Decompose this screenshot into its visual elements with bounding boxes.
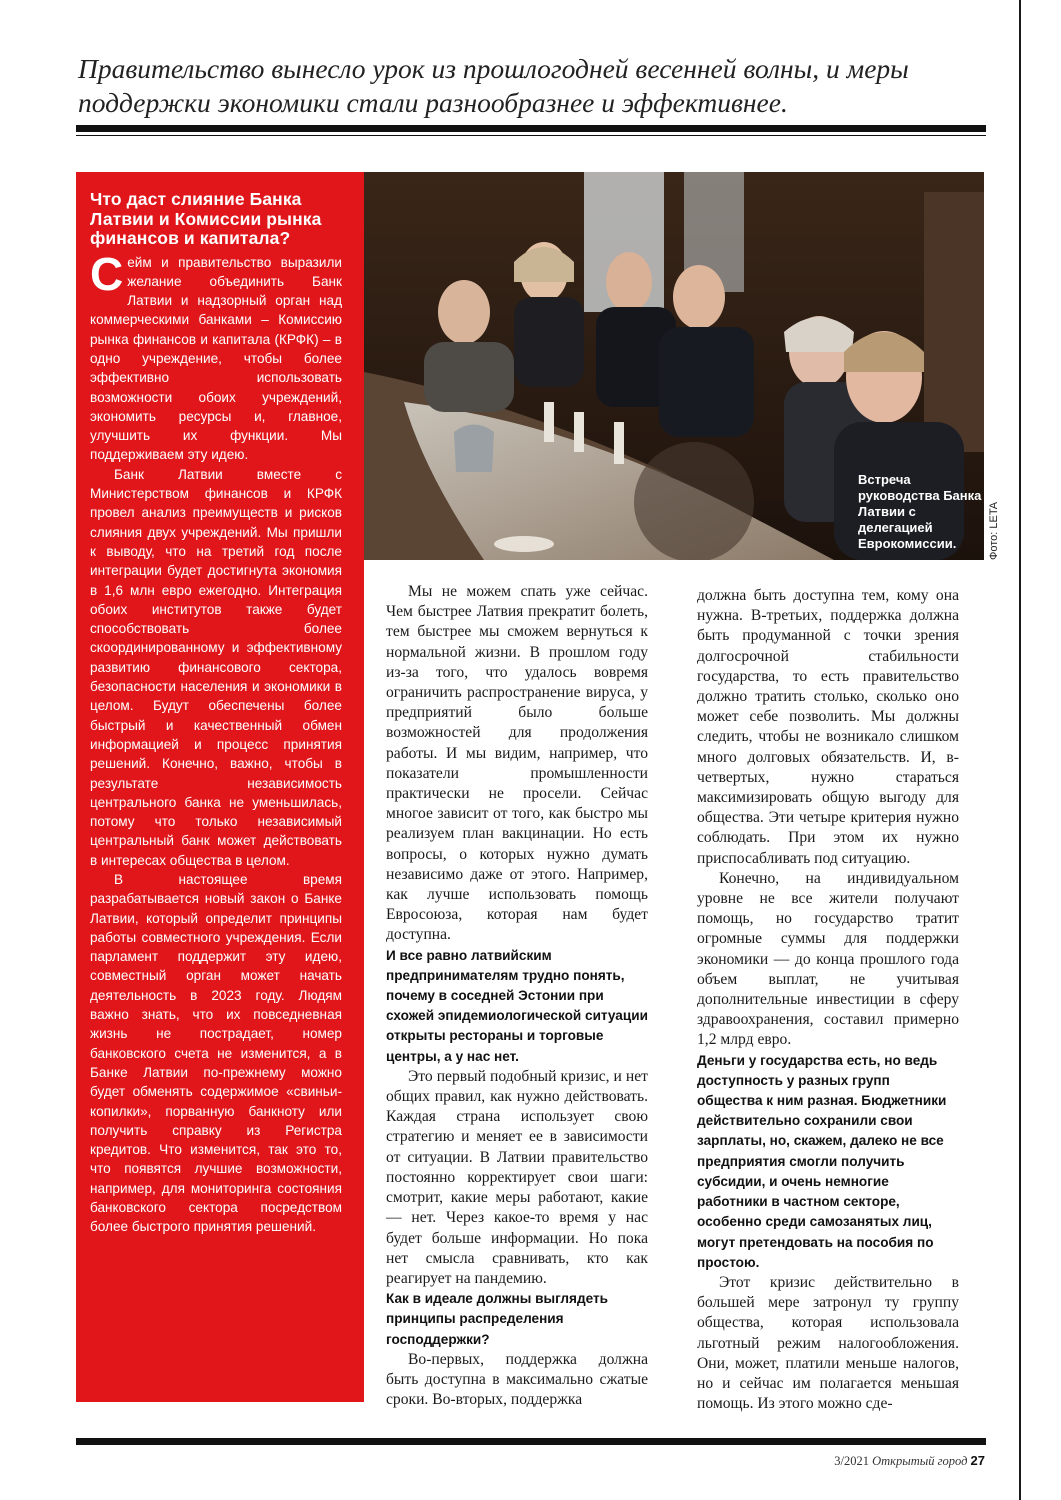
column-2-paragraph-1: должна быть доступна тем, кому она нужна. В-третьих, поддержка должна быть продуманной с точки зрения долгосрочной стабильности государства, то есть правительство должно тратить столько, сколько оно может себе позволить. Мы должны следить, чтобы не возникало слишком много долговых обязательств. И, в-четвертых, нужно стараться максимизировать общую выгоду для общества. Эти четыре критерия нужно соблюдать. При этом их нужно приспосабливать под ситуацию. [697,587,959,867]
article-column-1 [386,582,648,1410]
interview-question-3: Деньги у государства есть, но ведь доступность у разных групп общества к ним разная. Бюджетники действительно сохранили свои зарплаты, но, скажем, далеко не все предприятия смогли получить субсидии, и очень немногие работники в частном секторе, особенно среди самозанятых лиц, могут претендовать на пособия по простою. [697,1052,947,1270]
lead-paragraph: Правительство вынесло урок из прошлогодней весенней волны, и меры поддержки экономики стали разнообразнее и эффективнее. [78,53,909,118]
page-number: 27 [970,1453,985,1468]
column-1-paragraph-2: Это первый подобный кризис, и нет общих правил, как нужно действовать. Каждая страна использует свою стратегию и меняет ее в зависимости от ситуации. В Латвии правительство постоянно корректирует свои шаги: смотрит, какие меры работают, какие — нет. Через какое-то время у нас будет больше информации. Но пока нет смысла сравнивать, кто как реагирует на пандемию. [386,1067,648,1287]
column-2-paragraph-3: Этот кризис действительно в большей мере затронул ту группу общества, которая использовала льготный режим налогообложения. Они, может, платили меньше налогов, но и сейчас им полагается меньшая помощь. Из этого можно сде- [697,1273,959,1413]
interview-question-2: Как в идеале должны выглядеть принципы распределения господдержки? [386,1291,608,1347]
article-column-2 [697,586,959,1414]
sidebar-paragraph-1 [90,247,342,465]
bottom-rule [76,1438,986,1445]
sidebar-title: Что даст слияние Банка Латвии и Комиссии рынка финансов и капитала? [90,189,322,248]
issue-number: 3/2021 [834,1454,869,1468]
page-footer [834,1453,985,1469]
photo-caption: Встреча руководства Банка Латвии с делегацией Еврокомиссии. [858,472,982,551]
sidebar-paragraph-3: В настоящее время разрабатывается новый закон о Банке Латвии, который определит принципы работы совместного учреждения. Если парламент поддержит эту идею, совместный орган может начать деятельность в 2023 году. Людям важно знать, что их повседневная жизнь не пострадает, номер банковского счета не изменится, а в Банке Латвии по-прежнему можно будет обменять содержимое «свиньи-копилки», порванную банкноту или получить справку из Регистра кредитов. Что изменится, так это то, что появятся лучшие возможности, например, для мониторинга состояния банковского сектора посредством более быстрого принятия решений. [90,872,342,1235]
top-rule [76,125,986,132]
column-2-paragraph-2: Конечно, на индивидуальном уровне не все жители получают помощь, но государство тратит огромные суммы для поддержки экономики — до конца прошлого года объем выплат, не учитывая дополнительные инвестиции в сферу здравоохранения, составил примерно 1,2 млрд евро. [697,869,959,1049]
sidebar-paragraph-2: Банк Латвии вместе с Министерством финансов и КРФК провел анализ преимуществ и рисков слияния двух учреждений. Мы пришли к выводу, что на третий год после интеграции будет достигнута экономия в 1,6 млн евро ежегодно. Интеграция обоих институтов также будет способствовать более скоординированному и эффективному развитию финансового сектора, безопасности населения и экономики в целом. Будут обеспечены более быстрый и качественный обмен информацией и процесс принятия решений. Конечно, важно, чтобы в результате независимость центрального банка не уменьшилась, потому что только независимый центральный банк может действовать в интересах общества в целом. [90,466,342,868]
magazine-name: Открытый город [872,1454,968,1468]
interview-question-1: И все равно латвийским предпринимателям трудно понять, почему в соседней Эстонии при схожей эпидемиологической ситуации открыты рестораны и торговые центры, а у нас нет. [386,947,648,1064]
top-rule-thin [76,135,986,136]
page-edge-line [1019,0,1021,1500]
dropcap: С [90,247,124,300]
photo-credit: Фото: LETA [988,501,1000,560]
sidebar-paragraph-1-text: ейм и правительство выразили желание объединить Банк Латвии и надзорный орган над коммерческими банками – Комиссию рынка финансов и капитала (КРФК) – в одно учреждение, чтобы более эффективно использовать возможности обоих учреждений, экономить ресурсы и, главное, улучшить их функции. Мы поддерживаем эту идею. [90,254,342,463]
column-1-paragraph-3: Во-первых, поддержка должна быть доступна в максимально сжатые сроки. Во-вторых, поддержка [386,1350,648,1409]
sidebar-box [76,172,364,1402]
column-1-paragraph-1: Мы не можем спать уже сейчас. Чем быстрее Латвия прекратит болеть, тем быстрее мы сможем вернуться к нормальной жизни. В прошлом году из-за того, что удалось вовремя ограничить распространение вируса, у предприятий было больше возможностей для продолжения работы. И мы видим, например, что показатели промышленности практически не просели. Сейчас многое зависит от того, как быстро мы реализуем план вакцинации. Но есть вопросы, о которых нужно думать независимо даже от этого. Например, как лучше использовать помощь Евросоюза, которая нам будет доступна. [386,583,648,944]
